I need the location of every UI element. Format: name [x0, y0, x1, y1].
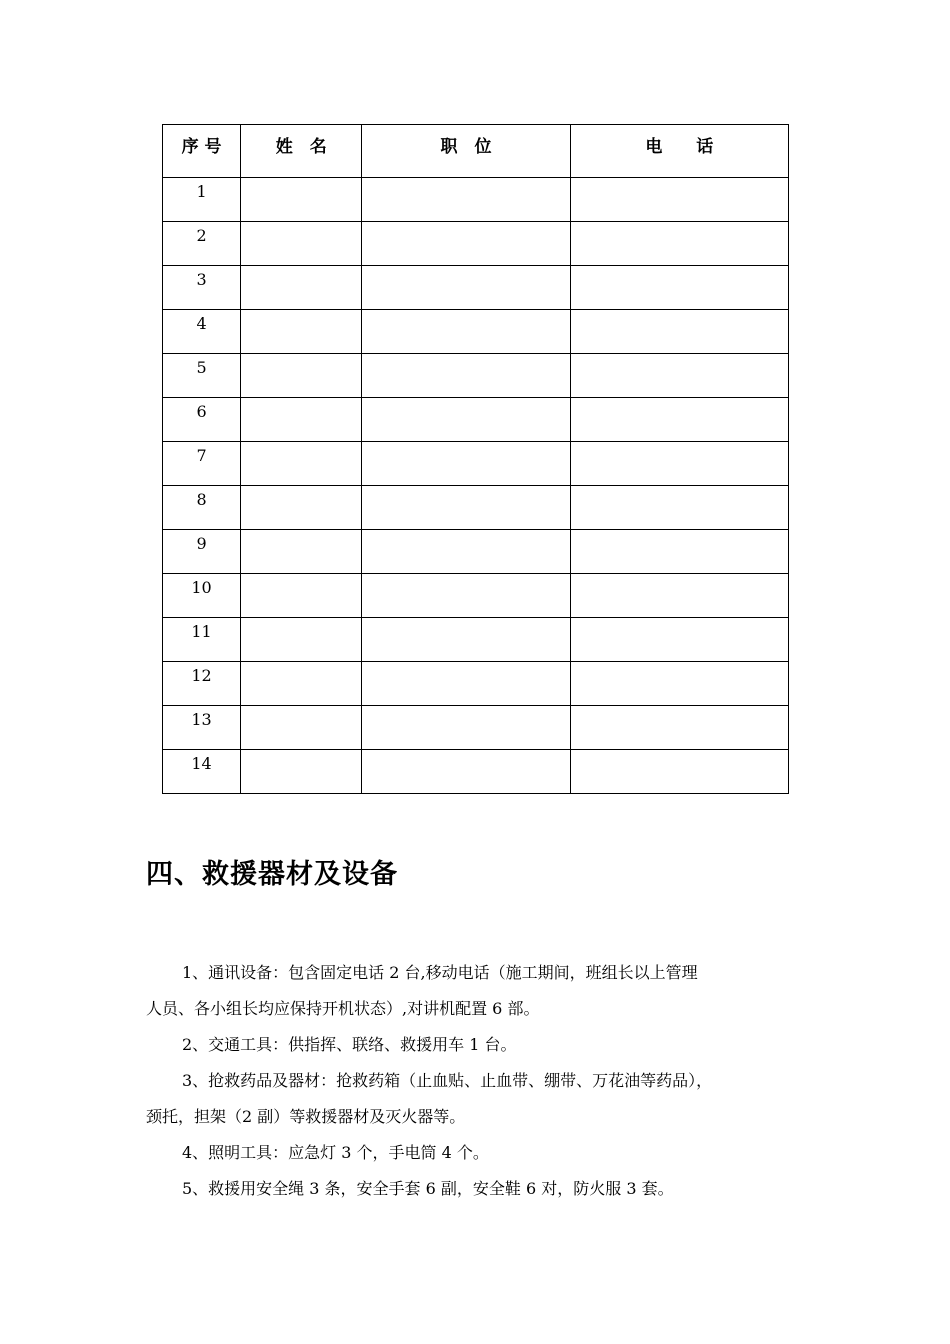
row-serial: 11 — [163, 618, 241, 662]
table-row — [163, 486, 789, 530]
phone-cell — [570, 530, 788, 574]
row-serial: 6 — [163, 398, 241, 442]
name-cell — [241, 266, 362, 310]
header-serial: 序 号 — [163, 125, 241, 178]
row-serial: 14 — [163, 750, 241, 794]
contact-table — [162, 124, 789, 794]
position-cell — [362, 662, 570, 706]
row-serial: 12 — [163, 662, 241, 706]
row-serial: 2 — [163, 222, 241, 266]
name-cell — [241, 662, 362, 706]
name-cell — [241, 574, 362, 618]
phone-cell — [570, 354, 788, 398]
phone-cell — [570, 750, 788, 794]
name-cell — [241, 530, 362, 574]
paragraph-transport: 2、交通工具：供指挥、联络、救援用车 1 台。 — [182, 1035, 517, 1054]
name-cell — [241, 486, 362, 530]
name-cell — [241, 750, 362, 794]
position-cell — [362, 354, 570, 398]
header-position: 职 位 — [362, 125, 570, 178]
paragraph-communication-cont: 人员、各小组长均应保持开机状态）,对讲机配置 6 部。 — [146, 999, 540, 1018]
paragraph-medical: 3、抢救药品及器材：抢救药箱（止血贴、止血带、绷带、万花油等药品）， — [182, 1071, 713, 1090]
position-cell — [362, 750, 570, 794]
table-row — [163, 750, 789, 794]
name-cell — [241, 178, 362, 222]
table-row — [163, 574, 789, 618]
table-row — [163, 222, 789, 266]
row-serial: 9 — [163, 530, 241, 574]
phone-cell — [570, 618, 788, 662]
row-serial: 1 — [163, 178, 241, 222]
position-cell — [362, 266, 570, 310]
table-row — [163, 530, 789, 574]
phone-cell — [570, 486, 788, 530]
header-phone: 电 话 — [570, 125, 788, 178]
table-row — [163, 310, 789, 354]
phone-cell — [570, 398, 788, 442]
position-cell — [362, 398, 570, 442]
phone-cell — [570, 442, 788, 486]
phone-cell — [570, 178, 788, 222]
table-row — [163, 178, 789, 222]
position-cell — [362, 530, 570, 574]
name-cell — [241, 310, 362, 354]
phone-cell — [570, 706, 788, 750]
position-cell — [362, 618, 570, 662]
table-header-row — [163, 125, 789, 178]
row-serial: 13 — [163, 706, 241, 750]
position-cell — [362, 222, 570, 266]
phone-cell — [570, 574, 788, 618]
table-row — [163, 442, 789, 486]
paragraph-medical-cont: 颈托，担架（2 副）等救援器材及灭火器等。 — [146, 1107, 466, 1126]
position-cell — [362, 706, 570, 750]
phone-cell — [570, 222, 788, 266]
phone-cell — [570, 662, 788, 706]
row-serial: 5 — [163, 354, 241, 398]
paragraph-communication: 1、通讯设备：包含固定电话 2 台,移动电话（施工期间，班组长以上管理 — [182, 963, 698, 982]
table-row — [163, 618, 789, 662]
position-cell — [362, 310, 570, 354]
position-cell — [362, 486, 570, 530]
name-cell — [241, 222, 362, 266]
table-row — [163, 266, 789, 310]
table-row — [163, 662, 789, 706]
phone-cell — [570, 310, 788, 354]
row-serial: 4 — [163, 310, 241, 354]
row-serial: 7 — [163, 442, 241, 486]
name-cell — [241, 354, 362, 398]
position-cell — [362, 442, 570, 486]
table-row — [163, 398, 789, 442]
paragraph-safety-gear: 5、救援用安全绳 3 条，安全手套 6 副，安全鞋 6 对，防火服 3 套。 — [182, 1179, 674, 1198]
row-serial: 10 — [163, 574, 241, 618]
section-body — [146, 955, 816, 1207]
position-cell — [362, 178, 570, 222]
header-name: 姓 名 — [241, 125, 362, 178]
table-row — [163, 354, 789, 398]
row-serial: 8 — [163, 486, 241, 530]
table-row — [163, 706, 789, 750]
paragraph-lighting: 4、照明工具：应急灯 3 个，手电筒 4 个。 — [182, 1143, 489, 1162]
name-cell — [241, 706, 362, 750]
position-cell — [362, 574, 570, 618]
name-cell — [241, 618, 362, 662]
row-serial: 3 — [163, 266, 241, 310]
section-heading: 四、救援器材及设备 — [146, 859, 398, 890]
name-cell — [241, 442, 362, 486]
name-cell — [241, 398, 362, 442]
phone-cell — [570, 266, 788, 310]
